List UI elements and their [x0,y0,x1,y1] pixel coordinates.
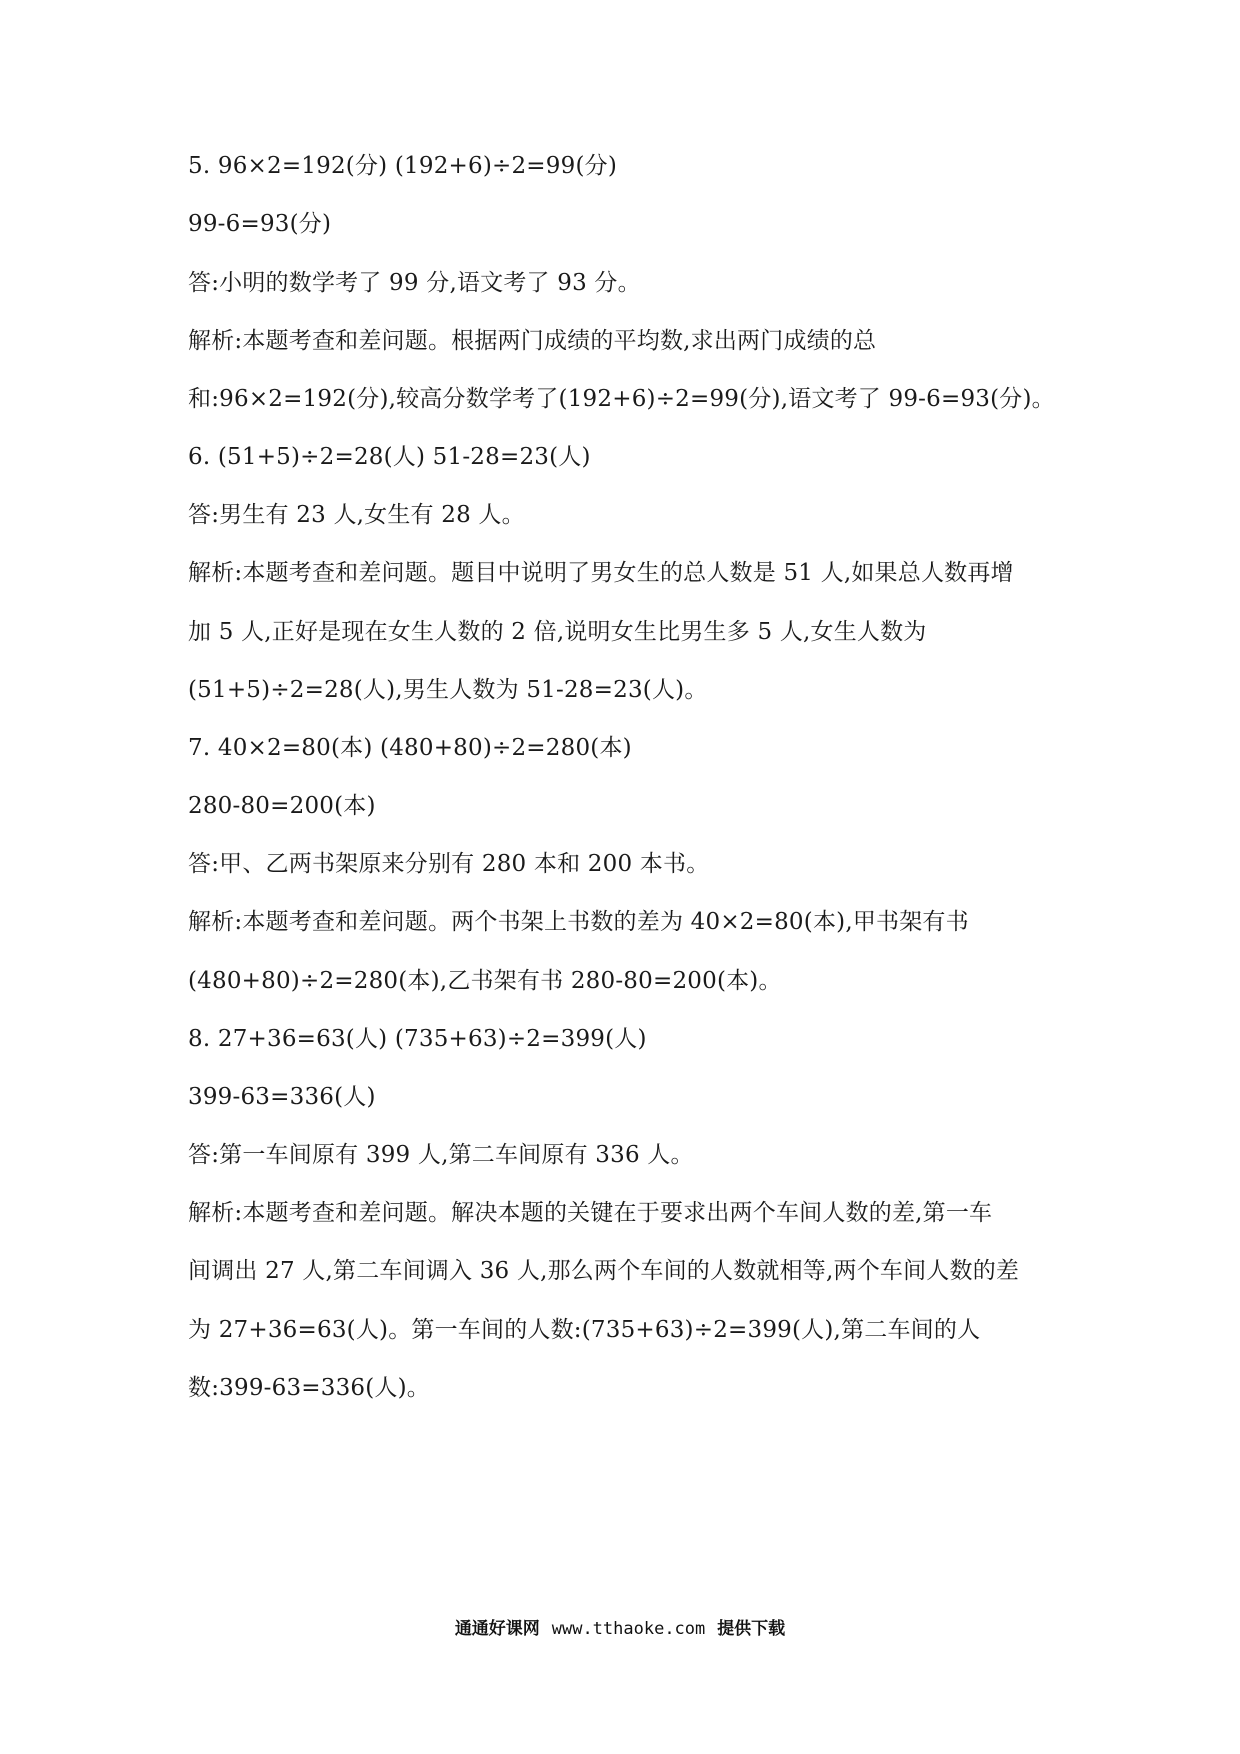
q8-analysis-4: 数:399-63=336(人)。 [188,1375,431,1401]
footer-url-link[interactable]: www.tthaoke.com [551,1619,706,1639]
q5-answer: 答:小明的数学考了 99 分,语文考了 93 分。 [188,270,641,296]
q8-analysis-2: 间调出 27 人,第二车间调入 36 人,那么两个车间的人数就相等,两个车间人数的差 [188,1258,1020,1284]
q5-analysis-2: 和:96×2=192(分),较高分数学考了(192+6)÷2=99(分),语文考了 99-6=93(分)。 [188,386,1055,412]
q7-analysis-2: (480+80)÷2=280(本),乙书架有书 280-80=200(本)。 [188,968,782,994]
q8-formula: 8. 27+36=63(人) (735+63)÷2=399(人) [188,1026,647,1052]
q8-analysis-3: 为 27+36=63(人)。第一车间的人数:(735+63)÷2=399(人),第二车间的人 [188,1317,981,1343]
q7-formula-2: 280-80=200(本) [188,793,376,819]
q6-analysis-3: (51+5)÷2=28(人),男生人数为 51-28=23(人)。 [188,677,708,703]
q5-analysis-1: 解析:本题考查和差问题。根据两门成绩的平均数,求出两门成绩的总 [188,328,877,354]
q6-formula: 6. (51+5)÷2=28(人) 51-28=23(人) [188,444,591,470]
q8-answer: 答:第一车间原有 399 人,第二车间原有 336 人。 [188,1142,694,1168]
footer-suffix: 提供下载 [717,1619,786,1639]
q6-answer: 答:男生有 23 人,女生有 28 人。 [188,502,525,528]
q5-formula-2: 99-6=93(分) [188,211,332,237]
footer-site-name: 通通好课网 [454,1619,540,1639]
q5-formula: 5. 96×2=192(分) (192+6)÷2=99(分) [188,153,617,179]
q6-analysis-2: 加 5 人,正好是现在女生人数的 2 倍,说明女生比男生多 5 人,女生人数为 [188,619,927,645]
q7-answer: 答:甲、乙两书架原来分别有 280 本和 200 本书。 [188,851,710,877]
q8-analysis-1: 解析:本题考查和差问题。解决本题的关键在于要求出两个车间人数的差,第一车 [188,1200,993,1226]
q7-analysis-1: 解析:本题考查和差问题。两个书架上书数的差为 40×2=80(本),甲书架有书 [188,909,969,935]
q7-formula: 7. 40×2=80(本) (480+80)÷2=280(本) [188,735,632,761]
page-footer [0,1617,1240,1641]
q6-analysis-1: 解析:本题考查和差问题。题目中说明了男女生的总人数是 51 人,如果总人数再增 [188,560,1014,586]
q8-formula-2: 399-63=336(人) [188,1084,376,1110]
